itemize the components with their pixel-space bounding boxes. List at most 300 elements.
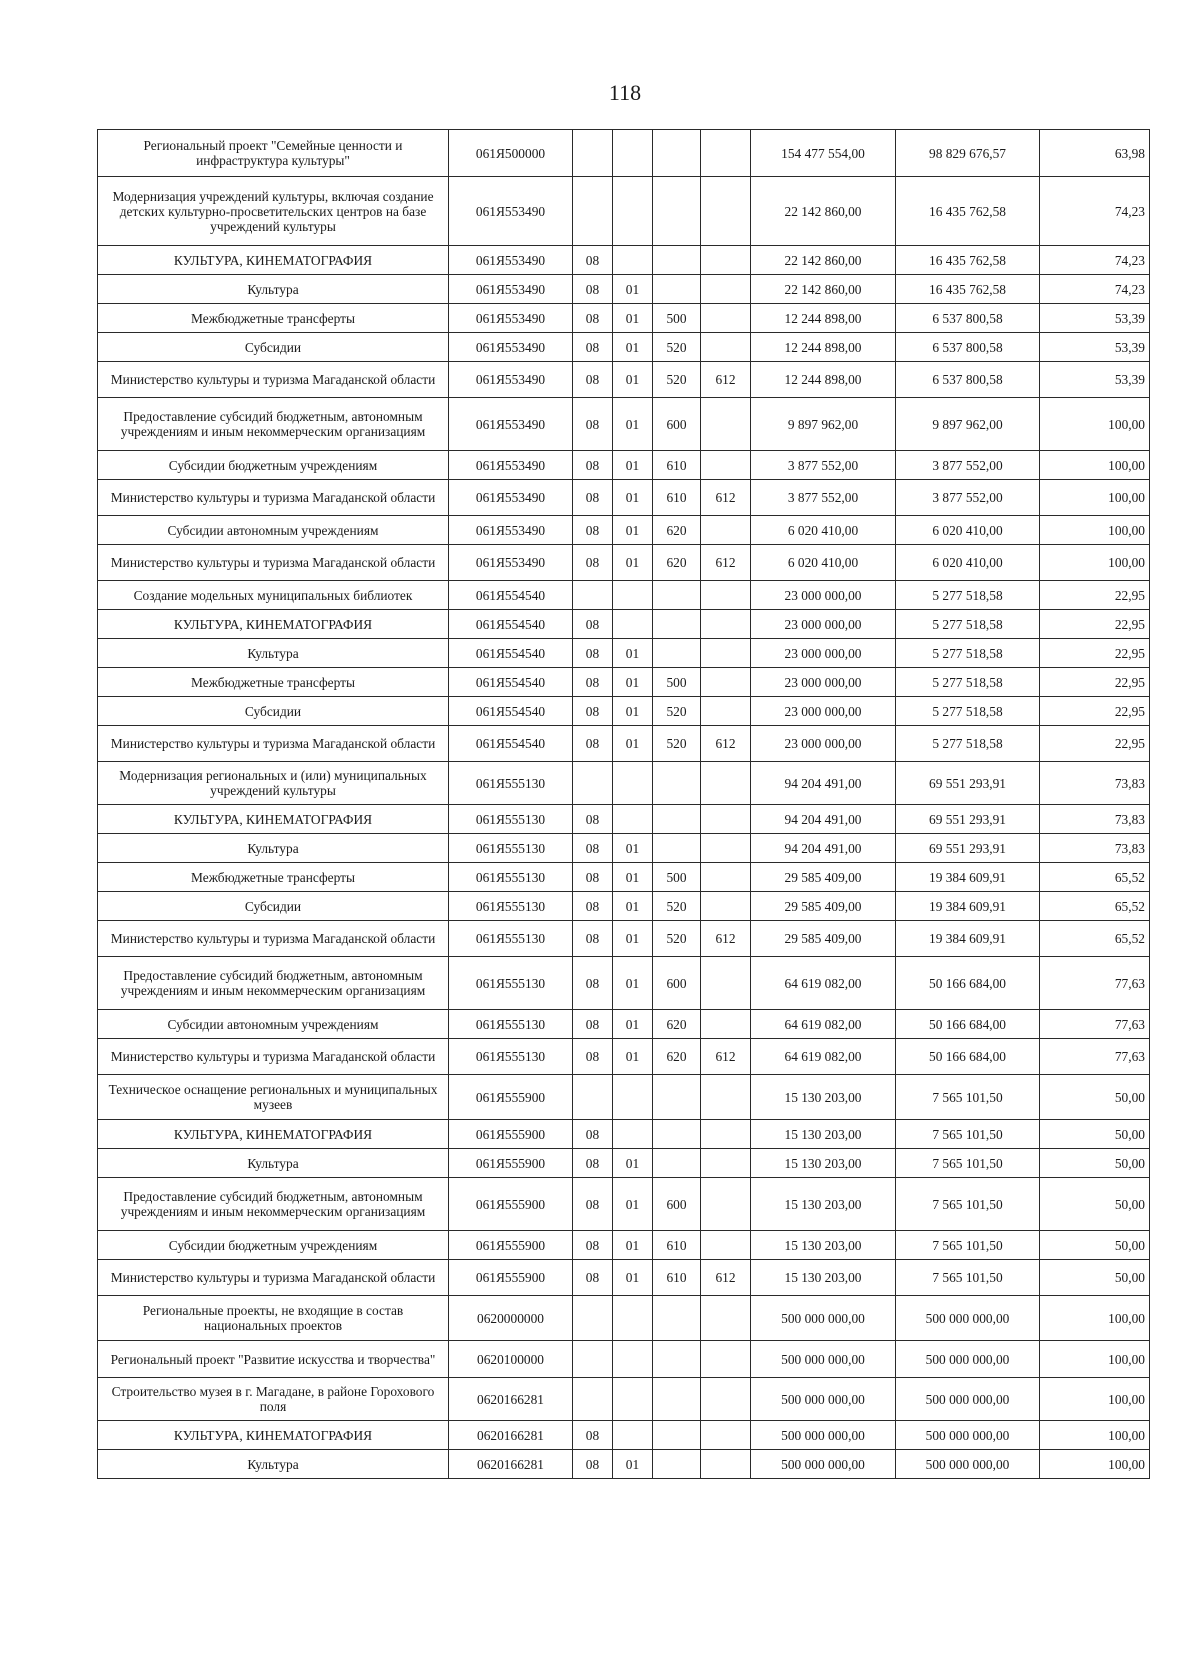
row-plan-amount: 94 204 491,00 <box>751 805 896 834</box>
row-section: 08 <box>573 1260 613 1296</box>
row-execution-percent: 50,00 <box>1040 1149 1150 1178</box>
row-target-article: 061Я554540 <box>449 668 573 697</box>
row-plan-amount: 29 585 409,00 <box>751 892 896 921</box>
row-target-article: 061Я553490 <box>449 516 573 545</box>
row-section: 08 <box>573 957 613 1010</box>
row-section: 08 <box>573 639 613 668</box>
row-name: Субсидии бюджетным учреждениям <box>98 1231 449 1260</box>
row-execution-percent: 53,39 <box>1040 362 1150 398</box>
row-actual-amount: 3 877 552,00 <box>896 451 1040 480</box>
row-expense-type <box>653 1120 701 1149</box>
row-name: Региональный проект "Семейные ценности и инфраструктура культуры" <box>98 130 449 177</box>
row-admin-code <box>701 451 751 480</box>
row-target-article: 061Я555900 <box>449 1231 573 1260</box>
row-target-article: 061Я554540 <box>449 610 573 639</box>
row-actual-amount: 5 277 518,58 <box>896 668 1040 697</box>
row-execution-percent: 100,00 <box>1040 480 1150 516</box>
row-expense-type <box>653 1378 701 1421</box>
row-section: 08 <box>573 1120 613 1149</box>
table-row <box>98 921 1150 957</box>
row-target-article: 0620166281 <box>449 1421 573 1450</box>
row-expense-type: 610 <box>653 480 701 516</box>
row-plan-amount: 23 000 000,00 <box>751 726 896 762</box>
row-expense-type <box>653 1149 701 1178</box>
row-subsection: 01 <box>613 304 653 333</box>
row-expense-type <box>653 1450 701 1479</box>
row-subsection: 01 <box>613 516 653 545</box>
row-admin-code <box>701 177 751 246</box>
row-section: 08 <box>573 697 613 726</box>
row-expense-type <box>653 177 701 246</box>
row-actual-amount: 5 277 518,58 <box>896 610 1040 639</box>
row-execution-percent: 53,39 <box>1040 333 1150 362</box>
row-execution-percent: 22,95 <box>1040 581 1150 610</box>
row-name: Культура <box>98 639 449 668</box>
row-expense-type: 610 <box>653 1231 701 1260</box>
row-section: 08 <box>573 1010 613 1039</box>
page-number: 118 <box>608 80 642 105</box>
row-plan-amount: 500 000 000,00 <box>751 1421 896 1450</box>
row-section <box>573 177 613 246</box>
table-row <box>98 1378 1150 1421</box>
table-row <box>98 246 1150 275</box>
table-row <box>98 362 1150 398</box>
row-expense-type <box>653 805 701 834</box>
row-admin-code <box>701 1149 751 1178</box>
row-target-article: 061Я555130 <box>449 834 573 863</box>
row-subsection <box>613 1378 653 1421</box>
table-row <box>98 1039 1150 1075</box>
row-section: 08 <box>573 834 613 863</box>
row-actual-amount: 6 020 410,00 <box>896 516 1040 545</box>
table-row <box>98 581 1150 610</box>
row-admin-code <box>701 516 751 545</box>
row-expense-type <box>653 275 701 304</box>
row-subsection: 01 <box>613 921 653 957</box>
row-execution-percent: 100,00 <box>1040 516 1150 545</box>
row-expense-type: 500 <box>653 304 701 333</box>
row-admin-code <box>701 304 751 333</box>
row-expense-type: 600 <box>653 1178 701 1231</box>
row-expense-type <box>653 1341 701 1378</box>
row-target-article: 061Я500000 <box>449 130 573 177</box>
row-execution-percent: 22,95 <box>1040 726 1150 762</box>
table-row <box>98 545 1150 581</box>
row-subsection <box>613 1341 653 1378</box>
row-plan-amount: 23 000 000,00 <box>751 639 896 668</box>
row-expense-type <box>653 1421 701 1450</box>
row-admin-code <box>701 805 751 834</box>
table-row <box>98 639 1150 668</box>
row-plan-amount: 154 477 554,00 <box>751 130 896 177</box>
row-target-article: 0620166281 <box>449 1450 573 1479</box>
row-target-article: 0620000000 <box>449 1296 573 1341</box>
row-subsection: 01 <box>613 333 653 362</box>
row-execution-percent: 77,63 <box>1040 1010 1150 1039</box>
row-expense-type: 600 <box>653 398 701 451</box>
row-section: 08 <box>573 1178 613 1231</box>
row-execution-percent: 77,63 <box>1040 957 1150 1010</box>
row-name: Региональные проекты, не входящие в состав национальных проектов <box>98 1296 449 1341</box>
row-name: Субсидии автономным учреждениям <box>98 1010 449 1039</box>
table-row <box>98 1231 1150 1260</box>
row-name: Модернизация учреждений культуры, включая создание детских культурно-просветительских центров на базе учреждений культуры <box>98 177 449 246</box>
row-actual-amount: 500 000 000,00 <box>896 1421 1040 1450</box>
table-row <box>98 1450 1150 1479</box>
row-target-article: 061Я553490 <box>449 177 573 246</box>
row-admin-code <box>701 1010 751 1039</box>
table-row <box>98 610 1150 639</box>
row-plan-amount: 15 130 203,00 <box>751 1075 896 1120</box>
row-plan-amount: 29 585 409,00 <box>751 921 896 957</box>
row-target-article: 061Я555900 <box>449 1260 573 1296</box>
row-admin-code: 612 <box>701 921 751 957</box>
row-plan-amount: 6 020 410,00 <box>751 516 896 545</box>
row-actual-amount: 5 277 518,58 <box>896 726 1040 762</box>
row-name: КУЛЬТУРА, КИНЕМАТОГРАФИЯ <box>98 1120 449 1149</box>
row-expense-type: 520 <box>653 726 701 762</box>
row-name: Министерство культуры и туризма Магаданской области <box>98 726 449 762</box>
row-target-article: 061Я553490 <box>449 333 573 362</box>
table-row <box>98 957 1150 1010</box>
row-actual-amount: 500 000 000,00 <box>896 1341 1040 1378</box>
row-actual-amount: 6 537 800,58 <box>896 333 1040 362</box>
table-row <box>98 1421 1150 1450</box>
row-actual-amount: 69 551 293,91 <box>896 805 1040 834</box>
row-subsection: 01 <box>613 275 653 304</box>
row-admin-code <box>701 1296 751 1341</box>
row-subsection: 01 <box>613 451 653 480</box>
row-name: Межбюджетные трансферты <box>98 863 449 892</box>
row-plan-amount: 9 897 962,00 <box>751 398 896 451</box>
row-plan-amount: 22 142 860,00 <box>751 275 896 304</box>
row-subsection: 01 <box>613 863 653 892</box>
row-section: 08 <box>573 398 613 451</box>
row-actual-amount: 19 384 609,91 <box>896 892 1040 921</box>
row-target-article: 061Я553490 <box>449 362 573 398</box>
table-row <box>98 892 1150 921</box>
row-actual-amount: 19 384 609,91 <box>896 921 1040 957</box>
row-name: Региональный проект "Развитие искусства и творчества" <box>98 1341 449 1378</box>
row-expense-type <box>653 1296 701 1341</box>
row-actual-amount: 16 435 762,58 <box>896 177 1040 246</box>
row-expense-type: 610 <box>653 451 701 480</box>
row-name: Культура <box>98 1149 449 1178</box>
row-actual-amount: 7 565 101,50 <box>896 1260 1040 1296</box>
row-admin-code: 612 <box>701 362 751 398</box>
row-section: 08 <box>573 275 613 304</box>
row-target-article: 061Я555130 <box>449 921 573 957</box>
row-target-article: 061Я554540 <box>449 697 573 726</box>
row-plan-amount: 23 000 000,00 <box>751 668 896 697</box>
row-name: Субсидии <box>98 333 449 362</box>
row-name: Министерство культуры и туризма Магаданской области <box>98 480 449 516</box>
row-subsection <box>613 581 653 610</box>
table-body <box>98 130 1150 1479</box>
row-actual-amount: 69 551 293,91 <box>896 834 1040 863</box>
row-execution-percent: 100,00 <box>1040 451 1150 480</box>
row-section <box>573 762 613 805</box>
row-admin-code <box>701 398 751 451</box>
row-expense-type: 620 <box>653 1010 701 1039</box>
row-subsection: 01 <box>613 639 653 668</box>
row-execution-percent: 50,00 <box>1040 1120 1150 1149</box>
row-section: 08 <box>573 1450 613 1479</box>
row-subsection: 01 <box>613 1260 653 1296</box>
row-target-article: 061Я553490 <box>449 451 573 480</box>
row-subsection: 01 <box>613 834 653 863</box>
row-target-article: 061Я555130 <box>449 957 573 1010</box>
row-subsection <box>613 610 653 639</box>
row-name: Культура <box>98 834 449 863</box>
row-admin-code <box>701 1421 751 1450</box>
row-section: 08 <box>573 333 613 362</box>
row-subsection <box>613 1120 653 1149</box>
table-row <box>98 762 1150 805</box>
row-name: Межбюджетные трансферты <box>98 304 449 333</box>
row-expense-type <box>653 246 701 275</box>
row-plan-amount: 12 244 898,00 <box>751 333 896 362</box>
row-expense-type: 620 <box>653 516 701 545</box>
row-target-article: 061Я553490 <box>449 246 573 275</box>
row-expense-type: 500 <box>653 668 701 697</box>
table-row <box>98 805 1150 834</box>
row-section: 08 <box>573 1039 613 1075</box>
row-actual-amount: 98 829 676,57 <box>896 130 1040 177</box>
row-expense-type: 520 <box>653 362 701 398</box>
table-row <box>98 726 1150 762</box>
budget-table <box>97 129 1150 1479</box>
row-name: Предоставление субсидий бюджетным, автономным учреждениям и иным некоммерческим организациям <box>98 398 449 451</box>
row-execution-percent: 73,83 <box>1040 762 1150 805</box>
row-section: 08 <box>573 451 613 480</box>
row-actual-amount: 7 565 101,50 <box>896 1149 1040 1178</box>
row-name: Министерство культуры и туризма Магаданской области <box>98 1260 449 1296</box>
row-subsection <box>613 1421 653 1450</box>
table-row <box>98 1075 1150 1120</box>
row-target-article: 061Я555130 <box>449 1039 573 1075</box>
row-expense-type: 600 <box>653 957 701 1010</box>
row-subsection: 01 <box>613 697 653 726</box>
row-execution-percent: 22,95 <box>1040 610 1150 639</box>
row-name: КУЛЬТУРА, КИНЕМАТОГРАФИЯ <box>98 610 449 639</box>
row-execution-percent: 100,00 <box>1040 1450 1150 1479</box>
row-expense-type <box>653 639 701 668</box>
row-name: КУЛЬТУРА, КИНЕМАТОГРАФИЯ <box>98 246 449 275</box>
row-admin-code <box>701 1341 751 1378</box>
row-target-article: 061Я554540 <box>449 639 573 668</box>
row-actual-amount: 16 435 762,58 <box>896 246 1040 275</box>
row-execution-percent: 74,23 <box>1040 177 1150 246</box>
table-row <box>98 1260 1150 1296</box>
row-admin-code <box>701 1178 751 1231</box>
row-actual-amount: 3 877 552,00 <box>896 480 1040 516</box>
row-section: 08 <box>573 1421 613 1450</box>
row-expense-type: 520 <box>653 333 701 362</box>
row-admin-code: 612 <box>701 545 751 581</box>
row-subsection: 01 <box>613 1010 653 1039</box>
row-subsection <box>613 246 653 275</box>
row-execution-percent: 65,52 <box>1040 892 1150 921</box>
row-actual-amount: 500 000 000,00 <box>896 1450 1040 1479</box>
row-subsection: 01 <box>613 1231 653 1260</box>
row-execution-percent: 74,23 <box>1040 246 1150 275</box>
row-actual-amount: 50 166 684,00 <box>896 1039 1040 1075</box>
row-execution-percent: 100,00 <box>1040 398 1150 451</box>
row-execution-percent: 74,23 <box>1040 275 1150 304</box>
row-subsection: 01 <box>613 1039 653 1075</box>
row-subsection <box>613 1296 653 1341</box>
row-name: Субсидии <box>98 697 449 726</box>
row-section: 08 <box>573 1231 613 1260</box>
row-admin-code <box>701 1450 751 1479</box>
row-section: 08 <box>573 304 613 333</box>
row-actual-amount: 50 166 684,00 <box>896 1010 1040 1039</box>
row-admin-code: 612 <box>701 1039 751 1075</box>
row-execution-percent: 100,00 <box>1040 1296 1150 1341</box>
table-row <box>98 1296 1150 1341</box>
row-target-article: 061Я553490 <box>449 545 573 581</box>
row-subsection: 01 <box>613 545 653 581</box>
row-execution-percent: 22,95 <box>1040 668 1150 697</box>
row-target-article: 061Я553490 <box>449 304 573 333</box>
row-section: 08 <box>573 668 613 697</box>
row-admin-code: 612 <box>701 726 751 762</box>
row-section <box>573 581 613 610</box>
row-plan-amount: 3 877 552,00 <box>751 480 896 516</box>
table-row <box>98 451 1150 480</box>
row-name: Министерство культуры и туризма Магаданской области <box>98 362 449 398</box>
row-section: 08 <box>573 362 613 398</box>
row-target-article: 061Я554540 <box>449 726 573 762</box>
row-name: Межбюджетные трансферты <box>98 668 449 697</box>
row-expense-type <box>653 581 701 610</box>
row-subsection: 01 <box>613 957 653 1010</box>
row-target-article: 061Я553490 <box>449 398 573 451</box>
row-target-article: 061Я555130 <box>449 805 573 834</box>
row-name: Техническое оснащение региональных и муниципальных музеев <box>98 1075 449 1120</box>
row-admin-code <box>701 892 751 921</box>
row-admin-code <box>701 1075 751 1120</box>
row-execution-percent: 50,00 <box>1040 1231 1150 1260</box>
row-target-article: 0620100000 <box>449 1341 573 1378</box>
row-actual-amount: 5 277 518,58 <box>896 639 1040 668</box>
row-execution-percent: 53,39 <box>1040 304 1150 333</box>
row-section: 08 <box>573 610 613 639</box>
row-admin-code <box>701 1120 751 1149</box>
row-section: 08 <box>573 545 613 581</box>
row-section: 08 <box>573 921 613 957</box>
row-execution-percent: 65,52 <box>1040 921 1150 957</box>
row-actual-amount: 6 537 800,58 <box>896 304 1040 333</box>
row-name: Строительство музея в г. Магадане, в районе Горохового поля <box>98 1378 449 1421</box>
row-plan-amount: 12 244 898,00 <box>751 362 896 398</box>
row-plan-amount: 22 142 860,00 <box>751 246 896 275</box>
row-admin-code <box>701 130 751 177</box>
table-row <box>98 697 1150 726</box>
row-name: Субсидии бюджетным учреждениям <box>98 451 449 480</box>
row-plan-amount: 15 130 203,00 <box>751 1120 896 1149</box>
row-plan-amount: 23 000 000,00 <box>751 610 896 639</box>
row-plan-amount: 500 000 000,00 <box>751 1296 896 1341</box>
table-row <box>98 333 1150 362</box>
row-actual-amount: 16 435 762,58 <box>896 275 1040 304</box>
row-plan-amount: 15 130 203,00 <box>751 1149 896 1178</box>
row-admin-code <box>701 957 751 1010</box>
table-row <box>98 177 1150 246</box>
row-name: Субсидии автономным учреждениям <box>98 516 449 545</box>
row-name: КУЛЬТУРА, КИНЕМАТОГРАФИЯ <box>98 1421 449 1450</box>
row-section <box>573 1341 613 1378</box>
row-plan-amount: 64 619 082,00 <box>751 957 896 1010</box>
row-expense-type: 520 <box>653 921 701 957</box>
table-row <box>98 1010 1150 1039</box>
row-plan-amount: 94 204 491,00 <box>751 762 896 805</box>
row-execution-percent: 100,00 <box>1040 1421 1150 1450</box>
row-subsection <box>613 805 653 834</box>
row-name: Создание модельных муниципальных библиотек <box>98 581 449 610</box>
row-execution-percent: 65,52 <box>1040 863 1150 892</box>
row-execution-percent: 50,00 <box>1040 1075 1150 1120</box>
table-row <box>98 863 1150 892</box>
row-target-article: 061Я554540 <box>449 581 573 610</box>
table-row <box>98 1178 1150 1231</box>
row-section: 08 <box>573 516 613 545</box>
row-expense-type: 610 <box>653 1260 701 1296</box>
row-subsection: 01 <box>613 892 653 921</box>
row-subsection: 01 <box>613 1450 653 1479</box>
row-plan-amount: 23 000 000,00 <box>751 581 896 610</box>
row-section: 08 <box>573 246 613 275</box>
row-section: 08 <box>573 726 613 762</box>
row-name: Министерство культуры и туризма Магаданской области <box>98 545 449 581</box>
row-name: КУЛЬТУРА, КИНЕМАТОГРАФИЯ <box>98 805 449 834</box>
row-plan-amount: 500 000 000,00 <box>751 1341 896 1378</box>
row-subsection: 01 <box>613 1178 653 1231</box>
row-plan-amount: 6 020 410,00 <box>751 545 896 581</box>
table-row <box>98 1120 1150 1149</box>
table-row <box>98 1341 1150 1378</box>
table-row <box>98 834 1150 863</box>
row-expense-type: 620 <box>653 1039 701 1075</box>
row-subsection <box>613 130 653 177</box>
row-admin-code <box>701 246 751 275</box>
row-admin-code <box>701 581 751 610</box>
row-expense-type: 520 <box>653 892 701 921</box>
row-actual-amount: 7 565 101,50 <box>896 1120 1040 1149</box>
row-target-article: 061Я555900 <box>449 1075 573 1120</box>
row-actual-amount: 6 537 800,58 <box>896 362 1040 398</box>
table-row <box>98 304 1150 333</box>
row-subsection: 01 <box>613 668 653 697</box>
row-actual-amount: 5 277 518,58 <box>896 697 1040 726</box>
row-plan-amount: 64 619 082,00 <box>751 1010 896 1039</box>
row-expense-type <box>653 834 701 863</box>
row-target-article: 0620166281 <box>449 1378 573 1421</box>
row-admin-code: 612 <box>701 480 751 516</box>
row-plan-amount: 12 244 898,00 <box>751 304 896 333</box>
row-admin-code <box>701 610 751 639</box>
row-plan-amount: 15 130 203,00 <box>751 1178 896 1231</box>
row-admin-code <box>701 834 751 863</box>
row-section: 08 <box>573 480 613 516</box>
row-expense-type <box>653 1075 701 1120</box>
row-name: Субсидии <box>98 892 449 921</box>
row-subsection: 01 <box>613 398 653 451</box>
row-execution-percent: 22,95 <box>1040 639 1150 668</box>
row-plan-amount: 15 130 203,00 <box>751 1260 896 1296</box>
row-section: 08 <box>573 1149 613 1178</box>
